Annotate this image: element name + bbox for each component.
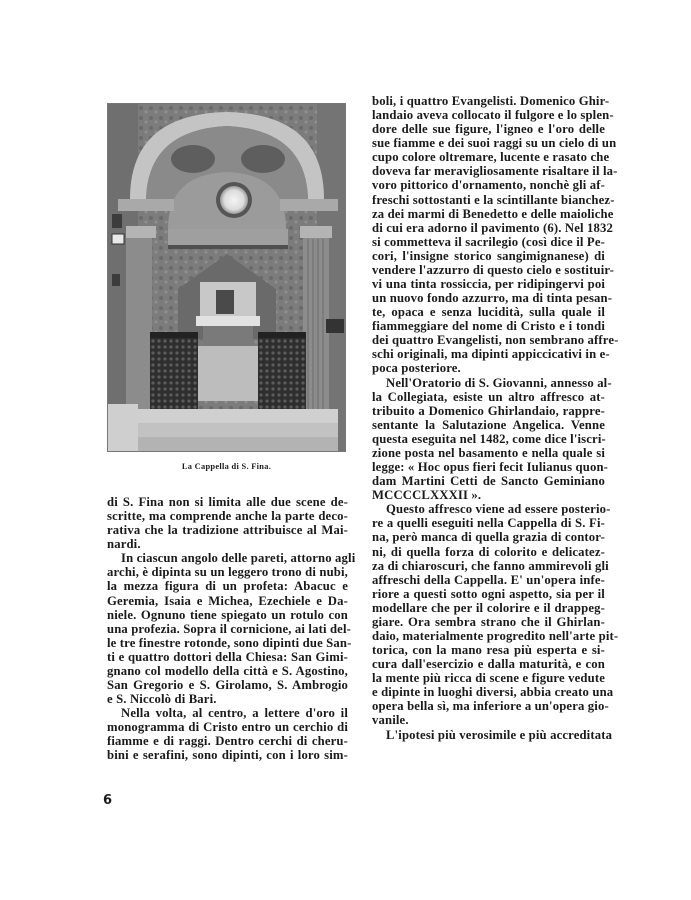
text-line: la Collegiata, esiste un altro affresco at-: [372, 389, 605, 404]
text-line: zione posta nel basamento e nella quale si: [372, 445, 605, 460]
chapel-photo-illustration: [108, 104, 346, 452]
text-line: e S. Niccolò di Bari.: [107, 692, 217, 707]
text-line: In ciascun angolo delle pareti, attorno agli: [121, 551, 356, 566]
text-line: schi originali, ma dipinti appiccicativi in e-: [372, 347, 610, 362]
text-line: dei quattro Evangelisti, non sembrano affre-: [372, 333, 619, 348]
text-line: si commetteva il sacrilegio (così dice il Pe-: [372, 234, 605, 249]
text-line: di S. Fina non si limita alle due scene de-: [107, 495, 348, 509]
text-line: opera bella sì, ma inferiore a un'opera gio-: [372, 699, 609, 714]
text-line: Questo affresco viene ad essere posterio-: [386, 502, 611, 517]
text-line: vendere l'azzurro di questo cielo e sostituir-: [372, 262, 615, 277]
figure-caption: La Cappella di S. Fina.: [181, 462, 272, 471]
text-line: vi una tinta rossiccia, per ridipingervi poi: [372, 277, 605, 292]
chapel-photograph: [107, 103, 346, 452]
text-line: affreschi della Cappella. E' un'opera infe-: [372, 572, 605, 587]
text-line: za di chiaroscuri, che fanno ammirevoli gli: [372, 558, 609, 573]
text-line: la mezza figura di un profeta: Abacuc e: [107, 579, 348, 594]
text-line: modellare che per il colorire e il drappeg-: [372, 600, 605, 615]
text-line: za dei marmi di Benedetto e delle maioliche: [372, 206, 614, 221]
text-line: doveva far meravigliosamente risaltare il la-: [372, 164, 618, 179]
text-line: riore a questi sotto ogni aspetto, sia per il: [372, 586, 605, 601]
text-line: cura dall'esercizio e dalla maturità, e con: [372, 657, 605, 672]
text-line: cupo colore oltremare, lucente e rasato che: [372, 150, 610, 165]
right-text-column: [372, 94, 619, 742]
text-line: nardi.: [107, 537, 141, 552]
text-line: Nella volta, al centro, a lettere d'oro il: [121, 706, 348, 721]
text-line: Geremia, Isaia e Michea, Ezechiele e Da-: [107, 593, 348, 608]
text-line: fiammeggiare del nome di Cristo e i tondi: [372, 319, 605, 334]
text-line: L'ipotesi più verosimile e più accreditata: [386, 727, 613, 742]
text-line: Nell'Oratorio di S. Giovanni, annesso al-: [386, 375, 612, 390]
text-line: San Gregorio e S. Girolamo, S. Ambrogio: [107, 678, 348, 693]
text-line: te, opaca e senza lucidità, sulla quale il: [372, 305, 605, 320]
text-line: la mente più ricca di scene e figure vedute: [372, 671, 605, 686]
text-line: dam Martini Cetti de Sancto Geminiano: [372, 474, 605, 489]
text-line: e dipinte in luoghi diversi, abbia creato una: [372, 685, 614, 700]
text-line: scritte, ma comprende anche la parte deco-: [107, 509, 348, 524]
text-line: boli, i quattro Evangelisti. Domenico Ghir-: [372, 94, 610, 108]
left-text-column: [107, 495, 356, 763]
text-line: archi, è dipinta su un leggero trono di nubi,: [107, 565, 348, 580]
text-line: na, però manca di quella grazia di contor-: [372, 530, 605, 545]
text-line: questa eseguita nel 1482, come dice l'iscri-: [372, 431, 606, 446]
text-line: bini e serafini, sono dipinti, con i loro sim-: [107, 748, 348, 763]
text-line: vanile.: [372, 713, 409, 728]
text-line: sentante la Salutazione Angelica. Venne: [372, 417, 605, 432]
text-line: poca posteriore.: [372, 361, 461, 376]
text-line: re a quelli eseguiti nella Cappella di S. Fi-: [372, 516, 605, 531]
text-line: le tre finestre rotonde, sono dipinti due San-: [107, 635, 352, 650]
text-line: giare. Ora sembra strano che il Ghirlan-: [372, 614, 605, 629]
text-line: voro pittorico d'ornamento, nonchè gli af-: [372, 178, 606, 193]
text-line: di cui era adorno il pavimento (6). Nel 1832: [372, 220, 613, 235]
text-line: MCCCCLXXXII ».: [372, 488, 482, 503]
text-line: daio, materialmente progredito nell'arte pit-: [372, 628, 619, 643]
text-line: dore delle sue figure, l'igneo e l'oro delle: [372, 122, 605, 137]
text-line: legge: « Hoc opus fieri fecit Iulianus quon-: [372, 460, 609, 475]
text-line: fiamme e di raggi. Dentro cerchi di cheru-: [107, 734, 348, 749]
text-line: freschi sottostanti e la scintillante bianchez-: [372, 192, 615, 207]
text-line: gnano col modello della città e S. Agostino,: [107, 663, 348, 678]
text-line: landaio aveva collocato il fulgore e lo splen-: [372, 108, 614, 123]
text-line: monogramma di Cristo entro un cerchio di: [107, 720, 348, 735]
text-line: tribuito a Domenico Ghirlandaio, rappre-: [372, 403, 605, 418]
text-line: un nuovo fondo azzurro, ma di tinta pesan-: [372, 291, 613, 306]
text-line: ni, di quella forza di colorito e delicatez-: [372, 544, 605, 559]
text-line: rativa che la tradizione attribuisce al Mai-: [107, 523, 348, 538]
text-line: niele. Ognuno tiene spiegato un rotulo con: [107, 607, 348, 622]
text-line: una profezia. Sopra il cornicione, ai lati del-: [107, 621, 351, 636]
page-number: 6: [103, 793, 113, 808]
text-line: torica, con la mano resa più esperta e si-: [372, 643, 605, 658]
text-line: ti e quattro dottori della Chiesa: San Gimi-: [107, 649, 348, 664]
text-line: cori, l'insigne storico sangimignanese) di: [372, 248, 605, 263]
text-line: sue fiamme e dei suoi raggi su un cielo di un: [372, 136, 617, 151]
